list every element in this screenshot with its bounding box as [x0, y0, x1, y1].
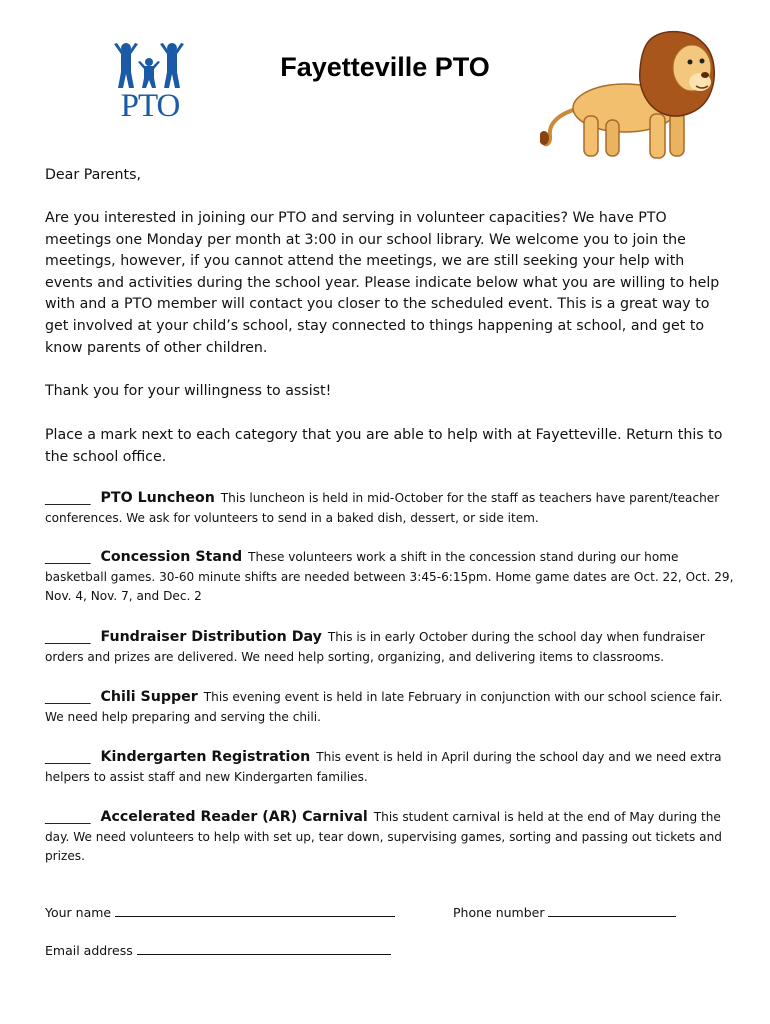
lion-icon: [540, 28, 725, 163]
volunteer-item: [45, 808, 735, 867]
checkbox-blank[interactable]: _______: [45, 550, 91, 565]
phone-field: [453, 905, 676, 920]
page-title: Fayetteville PTO: [280, 52, 490, 82]
lion-illustration: [540, 28, 725, 163]
item-name: Kindergarten Registration: [100, 749, 311, 765]
volunteer-item: [45, 628, 735, 667]
item-name: Chili Supper: [100, 689, 198, 705]
name-input-line[interactable]: [115, 915, 395, 917]
item-description: This is in early October during the school day when fundraiser orders and prizes are delivered. We need help sorting, organizing, and delivering items to classrooms.: [45, 630, 705, 664]
item-name: Concession Stand: [100, 549, 243, 565]
name-label: Your name: [45, 905, 112, 920]
thanks-line: Thank you for your willingness to assist!: [45, 383, 332, 399]
logo-text: PTO: [120, 88, 180, 124]
email-label: Email address: [45, 943, 133, 958]
checkbox-blank[interactable]: _______: [45, 491, 91, 506]
item-description: This event is held in April during the school day and we need extra helpers to assist staff and new Kindergarten families.: [45, 750, 722, 784]
phone-input-line[interactable]: [548, 915, 676, 917]
volunteer-item: [45, 748, 735, 787]
instructions-paragraph: Place a mark next to each category that you are able to help with at Fayetteville. Return this to the school office.: [45, 427, 723, 465]
checkbox-blank[interactable]: _______: [45, 690, 91, 705]
item-description: This student carnival is held at the end of May during the day. We need volunteers to help with set up, tear down, supervising games, sorting and passing out tickets and prizes.: [45, 810, 722, 863]
checkbox-blank[interactable]: _______: [45, 750, 91, 765]
volunteer-item: [45, 548, 735, 607]
email-input-line[interactable]: [137, 953, 391, 955]
checkbox-blank[interactable]: _______: [45, 810, 91, 825]
item-name: PTO Luncheon: [100, 490, 215, 506]
salutation: Dear Parents,: [45, 167, 142, 183]
item-description: These volunteers work a shift in the concession stand during our home basketball games. 30-60 minute shifts are needed between 3:45-6:15pm. Home game dates are Oct. 22, Oct. 29, Nov. 4, Nov. 7, and Dec. 2: [45, 550, 734, 603]
item-description: This evening event is held in late February in conjunction with our school science fair. We need help preparing and serving the chili.: [45, 690, 723, 724]
phone-label: Phone number: [453, 905, 545, 920]
email-field: [45, 943, 391, 958]
intro-paragraph: Are you interested in joining our PTO and serving in volunteer capacities? We have PTO meetings one Monday per month at 3:00 in our school library. We welcome you to join the meetings, however, if you cannot attend the meetings, we are still seeking your help with events and activities during the school year. Please indicate below what you are willing to help with and a PTO member will contact you closer to the scheduled event. This is a great way to get involved at your child’s school, stay connected to things happening at school, and get to know parents of other children.: [45, 210, 720, 356]
item-name: Fundraiser Distribution Day: [100, 629, 322, 645]
checkbox-blank[interactable]: _______: [45, 630, 91, 645]
volunteer-item: [45, 688, 735, 727]
volunteer-item: [45, 489, 735, 528]
item-description: This luncheon is held in mid-October for the staff as teachers have parent/teacher conferences. We ask for volunteers to send in a baked dish, dessert, or side item.: [45, 491, 720, 525]
item-name: Accelerated Reader (AR) Carnival: [100, 809, 368, 825]
name-field: [45, 905, 395, 920]
